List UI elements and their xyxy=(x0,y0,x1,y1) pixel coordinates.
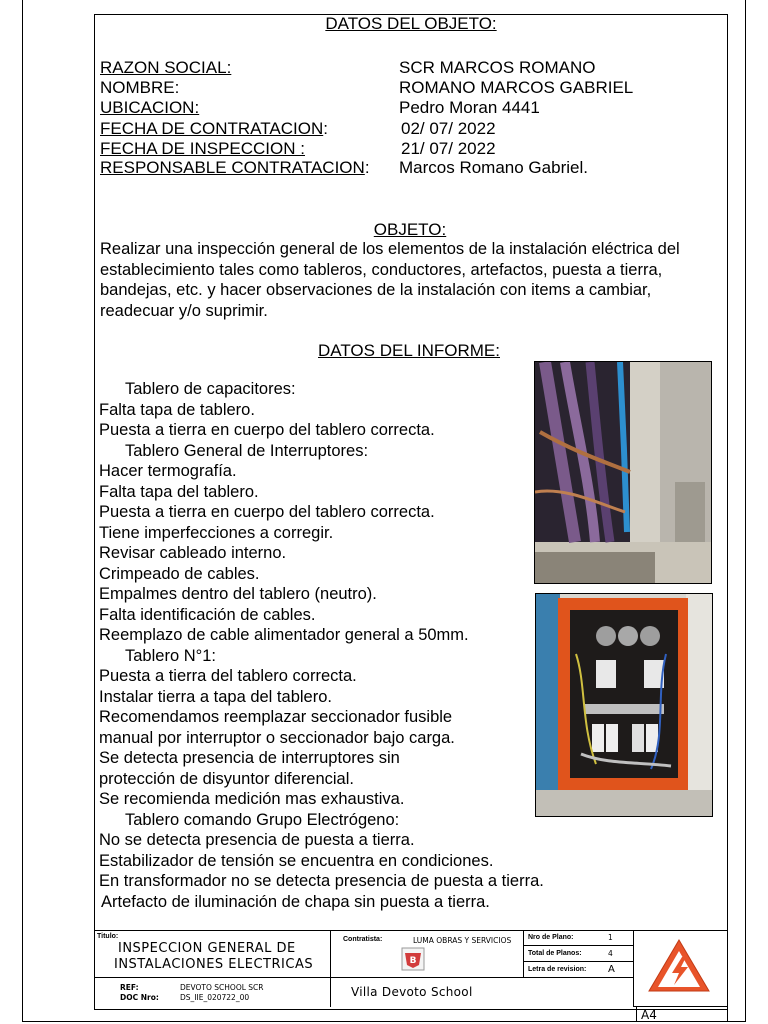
letra-revision-cell xyxy=(524,962,634,978)
contratista-cell xyxy=(331,931,524,978)
contratista-logo-icon xyxy=(401,947,425,971)
document-title: DATOS DEL OBJETO: xyxy=(325,14,497,33)
list-item: Tablero N°1: xyxy=(125,646,216,665)
list-item: Crimpeado de cables. xyxy=(99,564,260,583)
list-item: Recomendamos reemplazar seccionador fusible xyxy=(99,708,453,726)
titulo-line-1: INSPECCION GENERAL DE xyxy=(118,941,296,956)
contratista-value: LUMA OBRAS Y SERVICIOS xyxy=(413,936,512,945)
letra-revision-label: Letra de revision: xyxy=(528,966,587,973)
field-value-ubicacion: Pedro Moran 4441 xyxy=(399,98,540,117)
list-item: En transformador no se detecta presencia de puesta a tierra. xyxy=(99,872,544,890)
total-planos-cell xyxy=(524,946,634,962)
field-label-fecha-inspeccion: FECHA DE INSPECCION : xyxy=(100,139,305,158)
svg-text:B: B xyxy=(409,956,417,966)
list-item: Tiene imperfecciones a corregir. xyxy=(99,523,334,542)
ref-cell xyxy=(94,978,331,1007)
list-item: Falta identificación de cables. xyxy=(99,605,316,624)
ref-value: DEVOTO SCHOOL SCR xyxy=(180,983,264,992)
field-label-fecha-contratacion: FECHA DE CONTRATACION: xyxy=(100,119,328,138)
total-planos-label: Total de Planos: xyxy=(528,950,582,957)
list-item: Falta tapa de tablero. xyxy=(99,400,255,419)
total-planos-value: 4 xyxy=(608,949,613,958)
photo-electrical-panel xyxy=(535,593,713,817)
field-value-fecha-inspeccion: 21/ 07/ 2022 xyxy=(401,139,496,158)
list-item: Puesta a tierra en cuerpo del tablero correcta. xyxy=(99,421,435,439)
field-label-responsable: RESPONSABLE CONTRATACION: xyxy=(100,158,370,177)
nro-plano-cell xyxy=(524,931,634,946)
field-value-nombre: ROMANO MARCOS GABRIEL xyxy=(399,78,634,97)
list-item: No se detecta presencia de puesta a tierra. xyxy=(99,831,415,849)
list-item: Tablero General de Interruptores: xyxy=(125,441,369,460)
field-value-razon-social: SCR MARCOS ROMANO xyxy=(399,58,596,77)
list-item: Artefacto de iluminación de chapa sin puesta a tierra. xyxy=(101,892,490,911)
warning-triangle-logo-icon xyxy=(646,937,712,995)
list-item: Puesta a tierra del tablero correcta. xyxy=(99,667,357,685)
informe-list xyxy=(99,379,544,912)
list-item: Revisar cableado interno. xyxy=(99,544,287,562)
list-item: Empalmes dentro del tablero (neutro). xyxy=(99,585,377,603)
doc-label: DOC Nro: xyxy=(120,993,159,1002)
list-item: manual por interruptor o seccionador bajo carga. xyxy=(99,728,455,747)
doc-value: DS_IIE_020722_00 xyxy=(180,993,250,1002)
list-item: Instalar tierra a tapa del tablero. xyxy=(99,687,332,706)
list-item: Tablero comando Grupo Electrógeno: xyxy=(125,810,400,829)
logo-cell xyxy=(634,931,728,1007)
field-value-responsable: Marcos Romano Gabriel. xyxy=(399,158,588,177)
list-item: Tablero de capacitores: xyxy=(125,380,296,398)
titulo-label: Titulo: xyxy=(97,933,119,940)
field-value-fecha-contratacion: 02/ 07/ 2022 xyxy=(401,119,496,138)
list-item: Se detecta presencia de interruptores sin xyxy=(99,749,400,767)
field-label-ubicacion: UBICACION: xyxy=(100,98,200,117)
objeto-text: Realizar una inspección general de los elementos de la instalación eléctrica del establecimiento tales como tableros, conductores, artefactos, puesta a tierra, bandejas, etc. y hacer observaciones de la instalación con items a cambiar, readecuar y/o suprimir. xyxy=(100,240,680,320)
title-cell xyxy=(94,931,331,978)
field-label-razon-social: RAZON SOCIAL: xyxy=(100,58,232,77)
list-item: Puesta a tierra en cuerpo del tablero correcta. xyxy=(99,503,435,521)
field-label-nombre: NOMBRE: xyxy=(100,78,180,97)
nro-plano-value: 1 xyxy=(608,933,613,942)
list-item: Reemplazo de cable alimentador general a 50mm. xyxy=(99,626,469,644)
letra-revision-value: A xyxy=(608,964,615,975)
list-item: Se recomienda medición mas exhaustiva. xyxy=(99,790,405,808)
photo-capacitor-panel xyxy=(534,361,712,584)
list-item: protección de disyuntor diferencial. xyxy=(99,769,354,788)
list-item: Hacer termografía. xyxy=(99,462,237,480)
objeto-title: OBJETO: xyxy=(373,220,447,239)
title-block xyxy=(94,930,728,1011)
informe-title: DATOS DEL INFORME: xyxy=(318,341,500,360)
list-item: Estabilizador de tensión se encuentra en condiciones. xyxy=(99,851,494,870)
titulo-line-2: INSTALACIONES ELECTRICAS xyxy=(114,957,314,972)
school-cell xyxy=(331,978,634,1007)
nro-plano-label: Nro de Plano: xyxy=(528,934,574,941)
school-name: Villa Devoto School xyxy=(351,985,473,999)
ref-label: REF: xyxy=(120,983,139,992)
contratista-label: Contratista: xyxy=(343,936,383,943)
list-item: Falta tapa del tablero. xyxy=(99,482,259,501)
sheet-size-box: A4 xyxy=(636,1006,728,1022)
